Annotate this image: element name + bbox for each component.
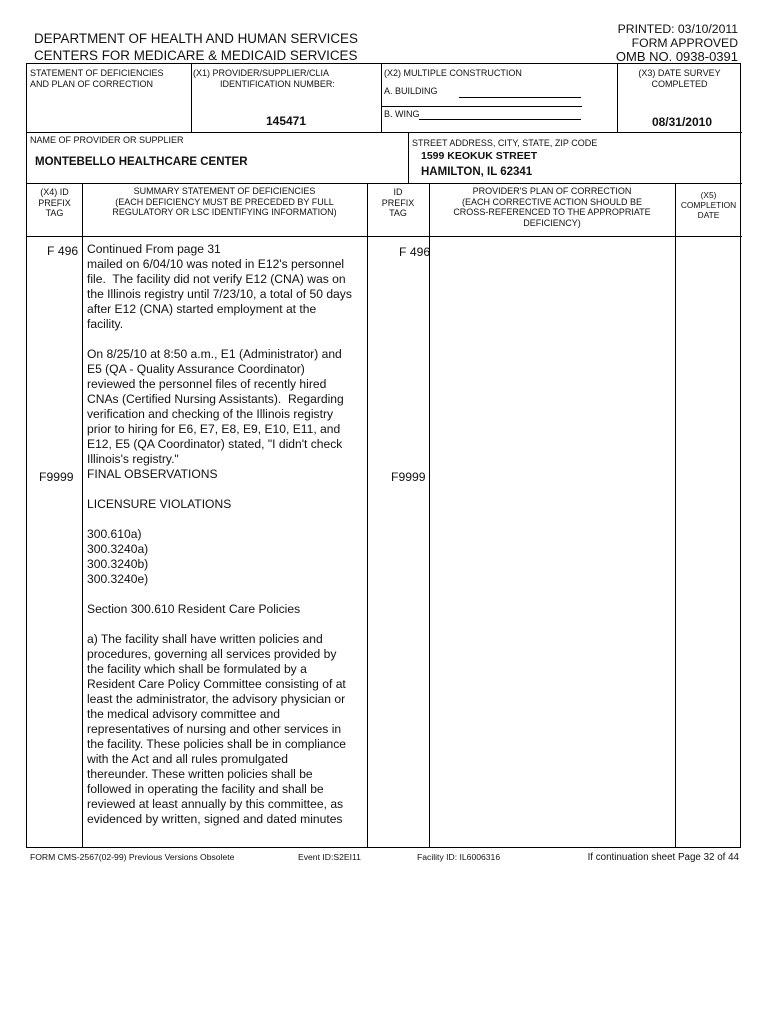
- footer-form-id: FORM CMS-2567(02-99) Previous Versions Obsolete: [30, 852, 235, 862]
- street-address: 1599 KEOKUK STREET: [421, 150, 538, 162]
- col-header-plan: PROVIDER'S PLAN OF CORRECTION (EACH CORRECTIVE ACTION SHOULD BE CROSS-REFERENCED TO THE APPROPRIATE DEFICIENCY): [453, 186, 651, 228]
- building-field-line: [459, 97, 581, 98]
- printed-date: PRINTED: 03/10/2011: [617, 22, 738, 36]
- footer-page-number: If continuation sheet Page 32 of 44: [587, 852, 739, 863]
- tag-f496-right: F 496: [399, 245, 431, 259]
- omb-number: OMB NO. 0938-0391: [615, 49, 738, 64]
- survey-date-label: (X3) DATE SURVEY COMPLETED: [638, 68, 721, 89]
- col-header-id-tag: ID PREFIX TAG: [381, 187, 415, 218]
- rule-v-summary: [367, 183, 368, 848]
- rule-top-boxes: [27, 132, 742, 133]
- statement-label: STATEMENT OF DEFICIENCIES AND PLAN OF CORRECTION: [30, 68, 164, 89]
- multiple-construction-label: (X2) MULTIPLE CONSTRUCTION: [384, 68, 522, 78]
- provider-name-label: NAME OF PROVIDER OR SUPPLIER: [30, 135, 184, 145]
- footer-facility-id: Facility ID: IL6006316: [417, 852, 501, 862]
- footer-event-id: Event ID:S2EI11: [298, 852, 361, 862]
- city-state-zip: HAMILTON, IL 62341: [421, 166, 533, 178]
- rule-v-tag: [82, 183, 83, 848]
- rule-column-headers: [27, 236, 742, 237]
- col-header-x4-tag: (X4) ID PREFIX TAG: [38, 187, 71, 218]
- department-name: DEPARTMENT OF HEALTH AND HUMAN SERVICES: [34, 31, 358, 46]
- col-header-completion: (X5) COMPLETION DATE: [680, 190, 737, 220]
- tag-f9999-right: F9999: [391, 470, 426, 484]
- rule-building-wing: [381, 106, 582, 107]
- approval-header: [616, 22, 738, 64]
- deficiency-summary-text: Continued From page 31 mailed on 6/04/10 was noted in E12's personnel file. The facility did not verify E12 (CNA) was on the Illinois registry until 7/23/10, a total of 50 days after E12 (CNA) started employment at the facility. On 8/25/10 at 8:50 a.m., E1 (Administrator) and E5 (QA - Quality Assurance Coordinator) reviewed the personnel files of recently hired CNAs (Certified Nursing Assistants). Regarding verification and checking of the Illinois registry prior to hiring for E6, E7, E8, E9, E10, E11, and E12, E5 (QA Coordinator) stated, "I didn't check Illinois's registry." FINAL OBSERVATIONS LICENSURE VIOLATIONS 300.610a) 300.3240a) 300.3240b) 300.3240e) Section 300.610 Resident Care Policies a) The facility shall have written policies and procedures, governing all services provided by the facility which shall be formulated by a Resident Care Policy Committee consisting of at least the administrator, the advisory physician or the medical advisory committee and representatives of nursing and other services in the facility. These policies shall be in compliance with the Act and all rules promulgated thereunder. These written policies shall be followed in operating the facility and shall be reviewed at least annually by this committee, as evidenced by written, signed and dated minutes: [87, 242, 352, 826]
- address-label: STREET ADDRESS, CITY, STATE, ZIP CODE: [412, 138, 598, 148]
- rule-v-address: [408, 132, 409, 183]
- survey-date-value: 08/31/2010: [651, 115, 712, 129]
- building-label: A. BUILDING: [384, 86, 438, 96]
- form-approved: FORM APPROVED: [631, 36, 738, 50]
- provider-id-label: (X1) PROVIDER/SUPPLIER/CLIA IDENTIFICATION NUMBER:: [193, 68, 335, 89]
- provider-id-value: 145471: [265, 114, 307, 128]
- rule-v-x2: [381, 64, 382, 132]
- agency-header: [34, 30, 358, 64]
- centers-name: CENTERS FOR MEDICARE & MEDICAID SERVICES: [34, 48, 358, 63]
- rule-provider: [27, 183, 742, 184]
- deficiency-form: [26, 63, 741, 848]
- col-header-summary: SUMMARY STATEMENT OF DEFICIENCIES (EACH DEFICIENCY MUST BE PRECEDED BY FULL REGULATORY OR LSC IDENTIFYING INFORMATION): [112, 186, 337, 217]
- tag-f9999-left: F9999: [39, 470, 74, 484]
- rule-v-id: [429, 183, 430, 848]
- wing-field-line: [419, 119, 581, 120]
- provider-name: MONTEBELLO HEALTHCARE CENTER: [35, 156, 248, 168]
- tag-f496-left: F 496: [47, 244, 79, 258]
- wing-label: B. WING: [384, 109, 420, 119]
- rule-v-plan: [675, 183, 676, 848]
